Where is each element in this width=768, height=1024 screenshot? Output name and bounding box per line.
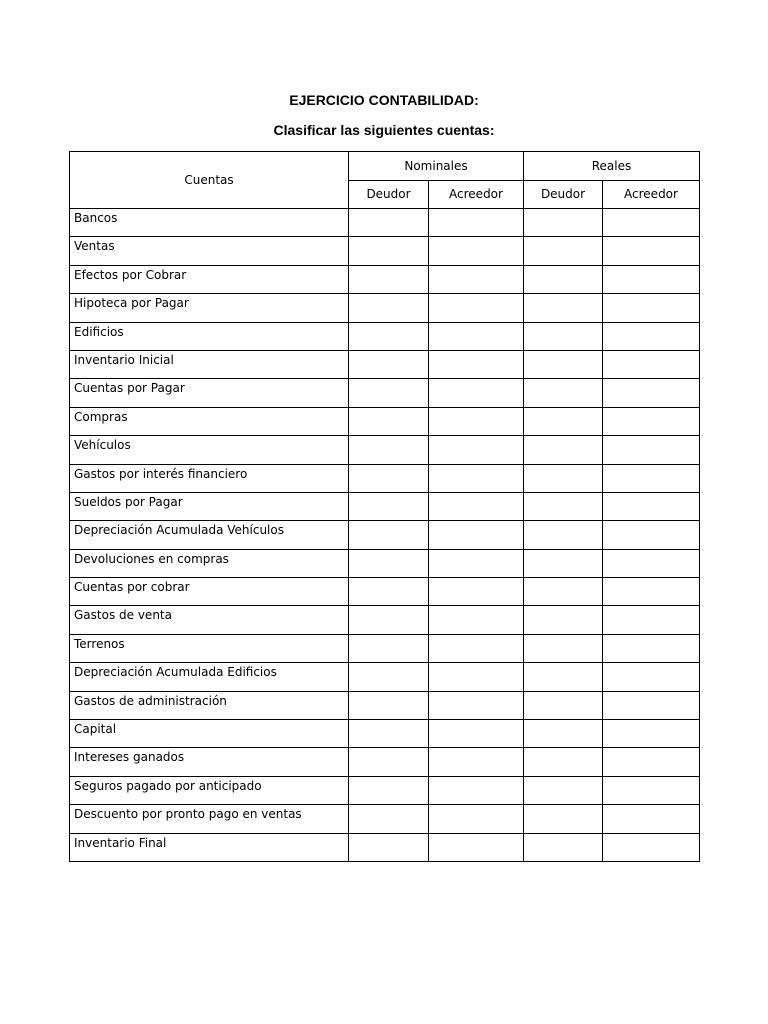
header-reales: Reales xyxy=(524,152,700,181)
nominales-acreedor-cell[interactable] xyxy=(429,492,524,520)
account-name: Bancos xyxy=(70,209,349,237)
account-name: Ventas xyxy=(70,237,349,265)
nominales-acreedor-cell[interactable] xyxy=(429,720,524,748)
table-row xyxy=(70,407,700,435)
reales-acreedor-cell[interactable] xyxy=(603,663,700,691)
reales-acreedor-cell[interactable] xyxy=(603,436,700,464)
reales-acreedor-cell[interactable] xyxy=(603,322,700,350)
nominales-deudor-cell[interactable] xyxy=(349,322,429,350)
reales-deudor-cell[interactable] xyxy=(524,805,603,833)
nominales-acreedor-cell[interactable] xyxy=(429,663,524,691)
reales-acreedor-cell[interactable] xyxy=(603,379,700,407)
reales-deudor-cell[interactable] xyxy=(524,521,603,549)
nominales-acreedor-cell[interactable] xyxy=(429,578,524,606)
reales-acreedor-cell[interactable] xyxy=(603,549,700,577)
account-name: Intereses ganados xyxy=(70,748,349,776)
account-name: Capital xyxy=(70,720,349,748)
nominales-deudor-cell[interactable] xyxy=(349,407,429,435)
table-row xyxy=(70,691,700,719)
reales-acreedor-cell[interactable] xyxy=(603,748,700,776)
table-row xyxy=(70,379,700,407)
table-row xyxy=(70,237,700,265)
nominales-acreedor-cell[interactable] xyxy=(429,606,524,634)
reales-deudor-cell[interactable] xyxy=(524,464,603,492)
document-title: EJERCICIO CONTABILIDAD: xyxy=(289,92,479,108)
reales-deudor-cell[interactable] xyxy=(524,720,603,748)
account-name: Devoluciones en compras xyxy=(70,549,349,577)
nominales-deudor-cell[interactable] xyxy=(349,776,429,804)
nominales-deudor-cell[interactable] xyxy=(349,294,429,322)
nominales-acreedor-cell[interactable] xyxy=(429,265,524,293)
nominales-acreedor-cell[interactable] xyxy=(429,209,524,237)
nominales-deudor-cell[interactable] xyxy=(349,492,429,520)
table-row xyxy=(70,209,700,237)
reales-deudor-cell[interactable] xyxy=(524,209,603,237)
table-row xyxy=(70,720,700,748)
table-row xyxy=(70,521,700,549)
nominales-acreedor-cell[interactable] xyxy=(429,237,524,265)
header-reales-deudor: Deudor xyxy=(524,180,603,209)
nominales-deudor-cell[interactable] xyxy=(349,720,429,748)
reales-acreedor-cell[interactable] xyxy=(603,691,700,719)
nominales-deudor-cell[interactable] xyxy=(349,549,429,577)
account-name: Terrenos xyxy=(70,634,349,662)
nominales-deudor-cell[interactable] xyxy=(349,521,429,549)
header-reales-acreedor: Acreedor xyxy=(603,180,700,209)
reales-acreedor-cell[interactable] xyxy=(603,209,700,237)
account-name: Efectos por Cobrar xyxy=(70,265,349,293)
table-row xyxy=(70,634,700,662)
reales-acreedor-cell[interactable] xyxy=(603,492,700,520)
reales-acreedor-cell[interactable] xyxy=(603,294,700,322)
reales-deudor-cell[interactable] xyxy=(524,407,603,435)
nominales-deudor-cell[interactable] xyxy=(349,464,429,492)
table-row xyxy=(70,549,700,577)
account-name: Compras xyxy=(70,407,349,435)
nominales-deudor-cell[interactable] xyxy=(349,237,429,265)
header-row-groups xyxy=(70,152,700,181)
table-row xyxy=(70,265,700,293)
nominales-deudor-cell[interactable] xyxy=(349,691,429,719)
reales-acreedor-cell[interactable] xyxy=(603,578,700,606)
nominales-deudor-cell[interactable] xyxy=(349,805,429,833)
table-row xyxy=(70,748,700,776)
account-name: Gastos de venta xyxy=(70,606,349,634)
reales-deudor-cell[interactable] xyxy=(524,606,603,634)
reales-deudor-cell[interactable] xyxy=(524,833,603,861)
nominales-acreedor-cell[interactable] xyxy=(429,464,524,492)
reales-acreedor-cell[interactable] xyxy=(603,237,700,265)
reales-deudor-cell[interactable] xyxy=(524,436,603,464)
reales-acreedor-cell[interactable] xyxy=(603,606,700,634)
nominales-acreedor-cell[interactable] xyxy=(429,350,524,378)
nominales-acreedor-cell[interactable] xyxy=(429,748,524,776)
reales-deudor-cell[interactable] xyxy=(524,748,603,776)
table-row xyxy=(70,833,700,861)
account-name: Vehículos xyxy=(70,436,349,464)
reales-acreedor-cell[interactable] xyxy=(603,776,700,804)
table-row xyxy=(70,322,700,350)
nominales-deudor-cell[interactable] xyxy=(349,209,429,237)
reales-deudor-cell[interactable] xyxy=(524,776,603,804)
reales-deudor-cell[interactable] xyxy=(524,634,603,662)
reales-acreedor-cell[interactable] xyxy=(603,407,700,435)
nominales-deudor-cell[interactable] xyxy=(349,578,429,606)
reales-acreedor-cell[interactable] xyxy=(603,464,700,492)
table-row xyxy=(70,776,700,804)
nominales-acreedor-cell[interactable] xyxy=(429,634,524,662)
reales-deudor-cell[interactable] xyxy=(524,379,603,407)
account-name: Gastos por interés financiero xyxy=(70,464,349,492)
account-name: Inventario Final xyxy=(70,833,349,861)
nominales-acreedor-cell[interactable] xyxy=(429,776,524,804)
nominales-acreedor-cell[interactable] xyxy=(429,436,524,464)
account-name: Depreciación Acumulada Edificios xyxy=(70,663,349,691)
account-name: Descuento por pronto pago en ventas xyxy=(70,805,349,833)
table-row xyxy=(70,294,700,322)
table-row xyxy=(70,805,700,833)
nominales-acreedor-cell[interactable] xyxy=(429,691,524,719)
nominales-deudor-cell[interactable] xyxy=(349,663,429,691)
account-name: Gastos de administración xyxy=(70,691,349,719)
reales-acreedor-cell[interactable] xyxy=(603,350,700,378)
reales-deudor-cell[interactable] xyxy=(524,237,603,265)
account-name: Inventario Inicial xyxy=(70,350,349,378)
reales-deudor-cell[interactable] xyxy=(524,691,603,719)
header-nominales-deudor: Deudor xyxy=(349,180,429,209)
reales-deudor-cell[interactable] xyxy=(524,549,603,577)
reales-deudor-cell[interactable] xyxy=(524,663,603,691)
account-name: Cuentas por cobrar xyxy=(70,578,349,606)
nominales-deudor-cell[interactable] xyxy=(349,350,429,378)
reales-acreedor-cell[interactable] xyxy=(603,720,700,748)
classification-table xyxy=(69,151,700,862)
nominales-acreedor-cell[interactable] xyxy=(429,833,524,861)
reales-deudor-cell[interactable] xyxy=(524,322,603,350)
reales-deudor-cell[interactable] xyxy=(524,294,603,322)
nominales-deudor-cell[interactable] xyxy=(349,379,429,407)
nominales-acreedor-cell[interactable] xyxy=(429,322,524,350)
nominales-deudor-cell[interactable] xyxy=(349,634,429,662)
table-row xyxy=(70,464,700,492)
nominales-deudor-cell[interactable] xyxy=(349,606,429,634)
reales-deudor-cell[interactable] xyxy=(524,350,603,378)
account-name: Edificios xyxy=(70,322,349,350)
account-name: Sueldos por Pagar xyxy=(70,492,349,520)
table-row xyxy=(70,492,700,520)
nominales-acreedor-cell[interactable] xyxy=(429,521,524,549)
header-nominales: Nominales xyxy=(349,152,524,181)
account-name: Cuentas por Pagar xyxy=(70,379,349,407)
table-row xyxy=(70,436,700,464)
nominales-acreedor-cell[interactable] xyxy=(429,549,524,577)
table-row xyxy=(70,350,700,378)
reales-acreedor-cell[interactable] xyxy=(603,634,700,662)
account-name: Hipoteca por Pagar xyxy=(70,294,349,322)
reales-acreedor-cell[interactable] xyxy=(603,833,700,861)
nominales-acreedor-cell[interactable] xyxy=(429,294,524,322)
nominales-deudor-cell[interactable] xyxy=(349,748,429,776)
table-row xyxy=(70,606,700,634)
nominales-deudor-cell[interactable] xyxy=(349,265,429,293)
account-name: Seguros pagado por anticipado xyxy=(70,776,349,804)
account-name: Depreciación Acumulada Vehículos xyxy=(70,521,349,549)
reales-deudor-cell[interactable] xyxy=(524,492,603,520)
nominales-deudor-cell[interactable] xyxy=(349,833,429,861)
reales-deudor-cell[interactable] xyxy=(524,578,603,606)
document-subtitle: Clasificar las siguientes cuentas: xyxy=(273,122,495,138)
reales-acreedor-cell[interactable] xyxy=(603,265,700,293)
header-nominales-acreedor: Acreedor xyxy=(429,180,524,209)
reales-deudor-cell[interactable] xyxy=(524,265,603,293)
nominales-acreedor-cell[interactable] xyxy=(429,805,524,833)
header-cuentas: Cuentas xyxy=(70,152,349,209)
table-body xyxy=(70,209,700,862)
nominales-acreedor-cell[interactable] xyxy=(429,379,524,407)
reales-acreedor-cell[interactable] xyxy=(603,521,700,549)
nominales-deudor-cell[interactable] xyxy=(349,436,429,464)
nominales-acreedor-cell[interactable] xyxy=(429,407,524,435)
table-row xyxy=(70,578,700,606)
reales-acreedor-cell[interactable] xyxy=(603,805,700,833)
table-row xyxy=(70,663,700,691)
